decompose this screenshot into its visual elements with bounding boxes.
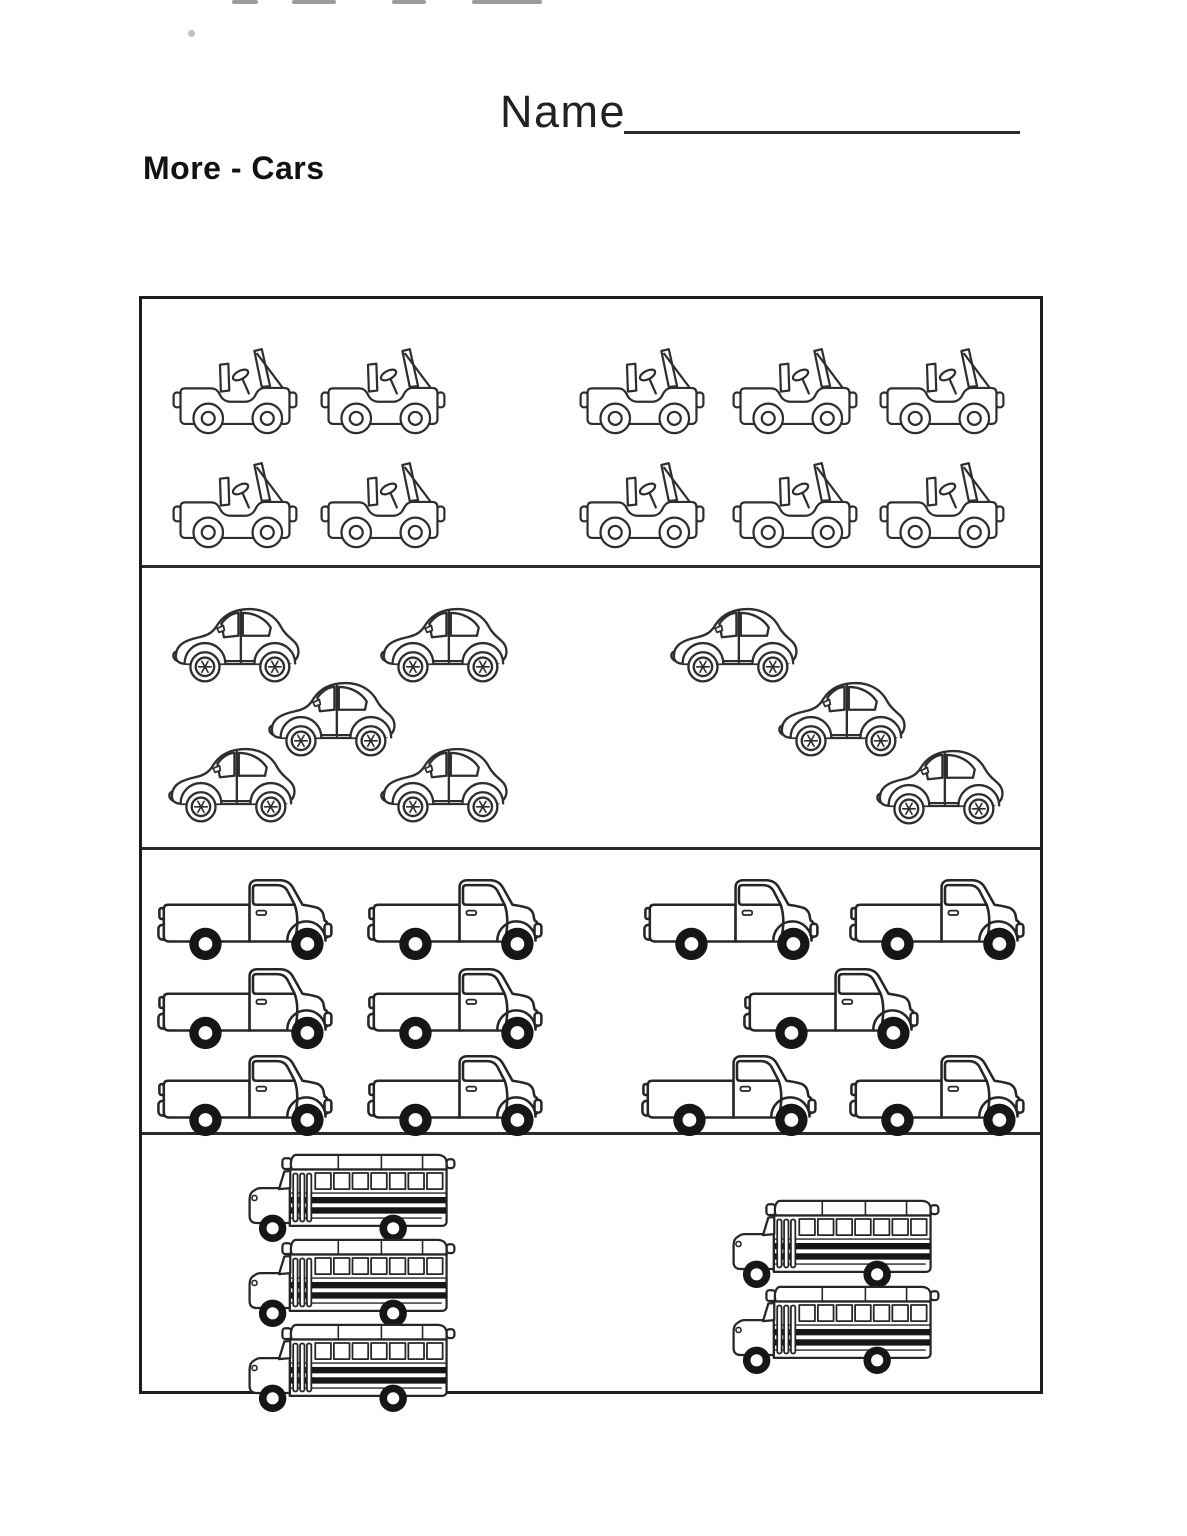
jeep-illustration (170, 453, 300, 549)
bus-illustration (244, 1317, 460, 1415)
buses-right-set[interactable] (576, 1135, 1040, 1391)
jeep-illustration (730, 453, 860, 549)
jeep-illustration (877, 453, 1007, 549)
pickup-illustration (846, 1044, 1043, 1142)
jeep-illustration (318, 339, 448, 435)
name-label: Name (500, 86, 627, 137)
pickup-illustration (740, 957, 937, 1055)
jeep-illustration (577, 453, 707, 549)
bus-illustration (728, 1279, 944, 1377)
row-jeeps (142, 299, 1040, 568)
beetles-right-set[interactable] (576, 568, 1040, 847)
row-buses (142, 1135, 1040, 1391)
pickup-illustration (364, 1044, 561, 1142)
jeep-illustration (170, 339, 300, 435)
buses-left-set[interactable] (142, 1135, 576, 1391)
row-beetles (142, 568, 1040, 850)
page-title: More - Cars (143, 150, 325, 186)
pickup-illustration (640, 868, 837, 966)
beetle-illustration (872, 738, 1008, 835)
pickup-illustration (154, 1044, 351, 1142)
bus-illustration (244, 1232, 460, 1330)
name-blank-line[interactable] (624, 131, 1020, 134)
pickup-illustration (638, 1044, 835, 1142)
worksheet-box (139, 296, 1043, 1394)
bus-illustration (244, 1147, 460, 1245)
jeeps-left-set[interactable] (142, 299, 576, 565)
pickups-right-set[interactable] (576, 850, 1040, 1132)
jeeps-right-set[interactable] (576, 299, 1040, 565)
beetle-illustration (376, 736, 512, 833)
pickups-left-set[interactable] (142, 850, 576, 1132)
pickup-illustration (364, 957, 561, 1055)
pickup-illustration (154, 868, 351, 966)
jeep-illustration (877, 339, 1007, 435)
beetle-illustration (164, 736, 300, 833)
pickup-illustration (846, 868, 1043, 966)
pickup-illustration (364, 868, 561, 966)
pickup-illustration (154, 957, 351, 1055)
jeep-illustration (730, 339, 860, 435)
row-pickups (142, 850, 1040, 1135)
jeep-illustration (577, 339, 707, 435)
beetles-left-set[interactable] (142, 568, 576, 847)
bus-illustration (728, 1193, 944, 1291)
jeep-illustration (318, 453, 448, 549)
